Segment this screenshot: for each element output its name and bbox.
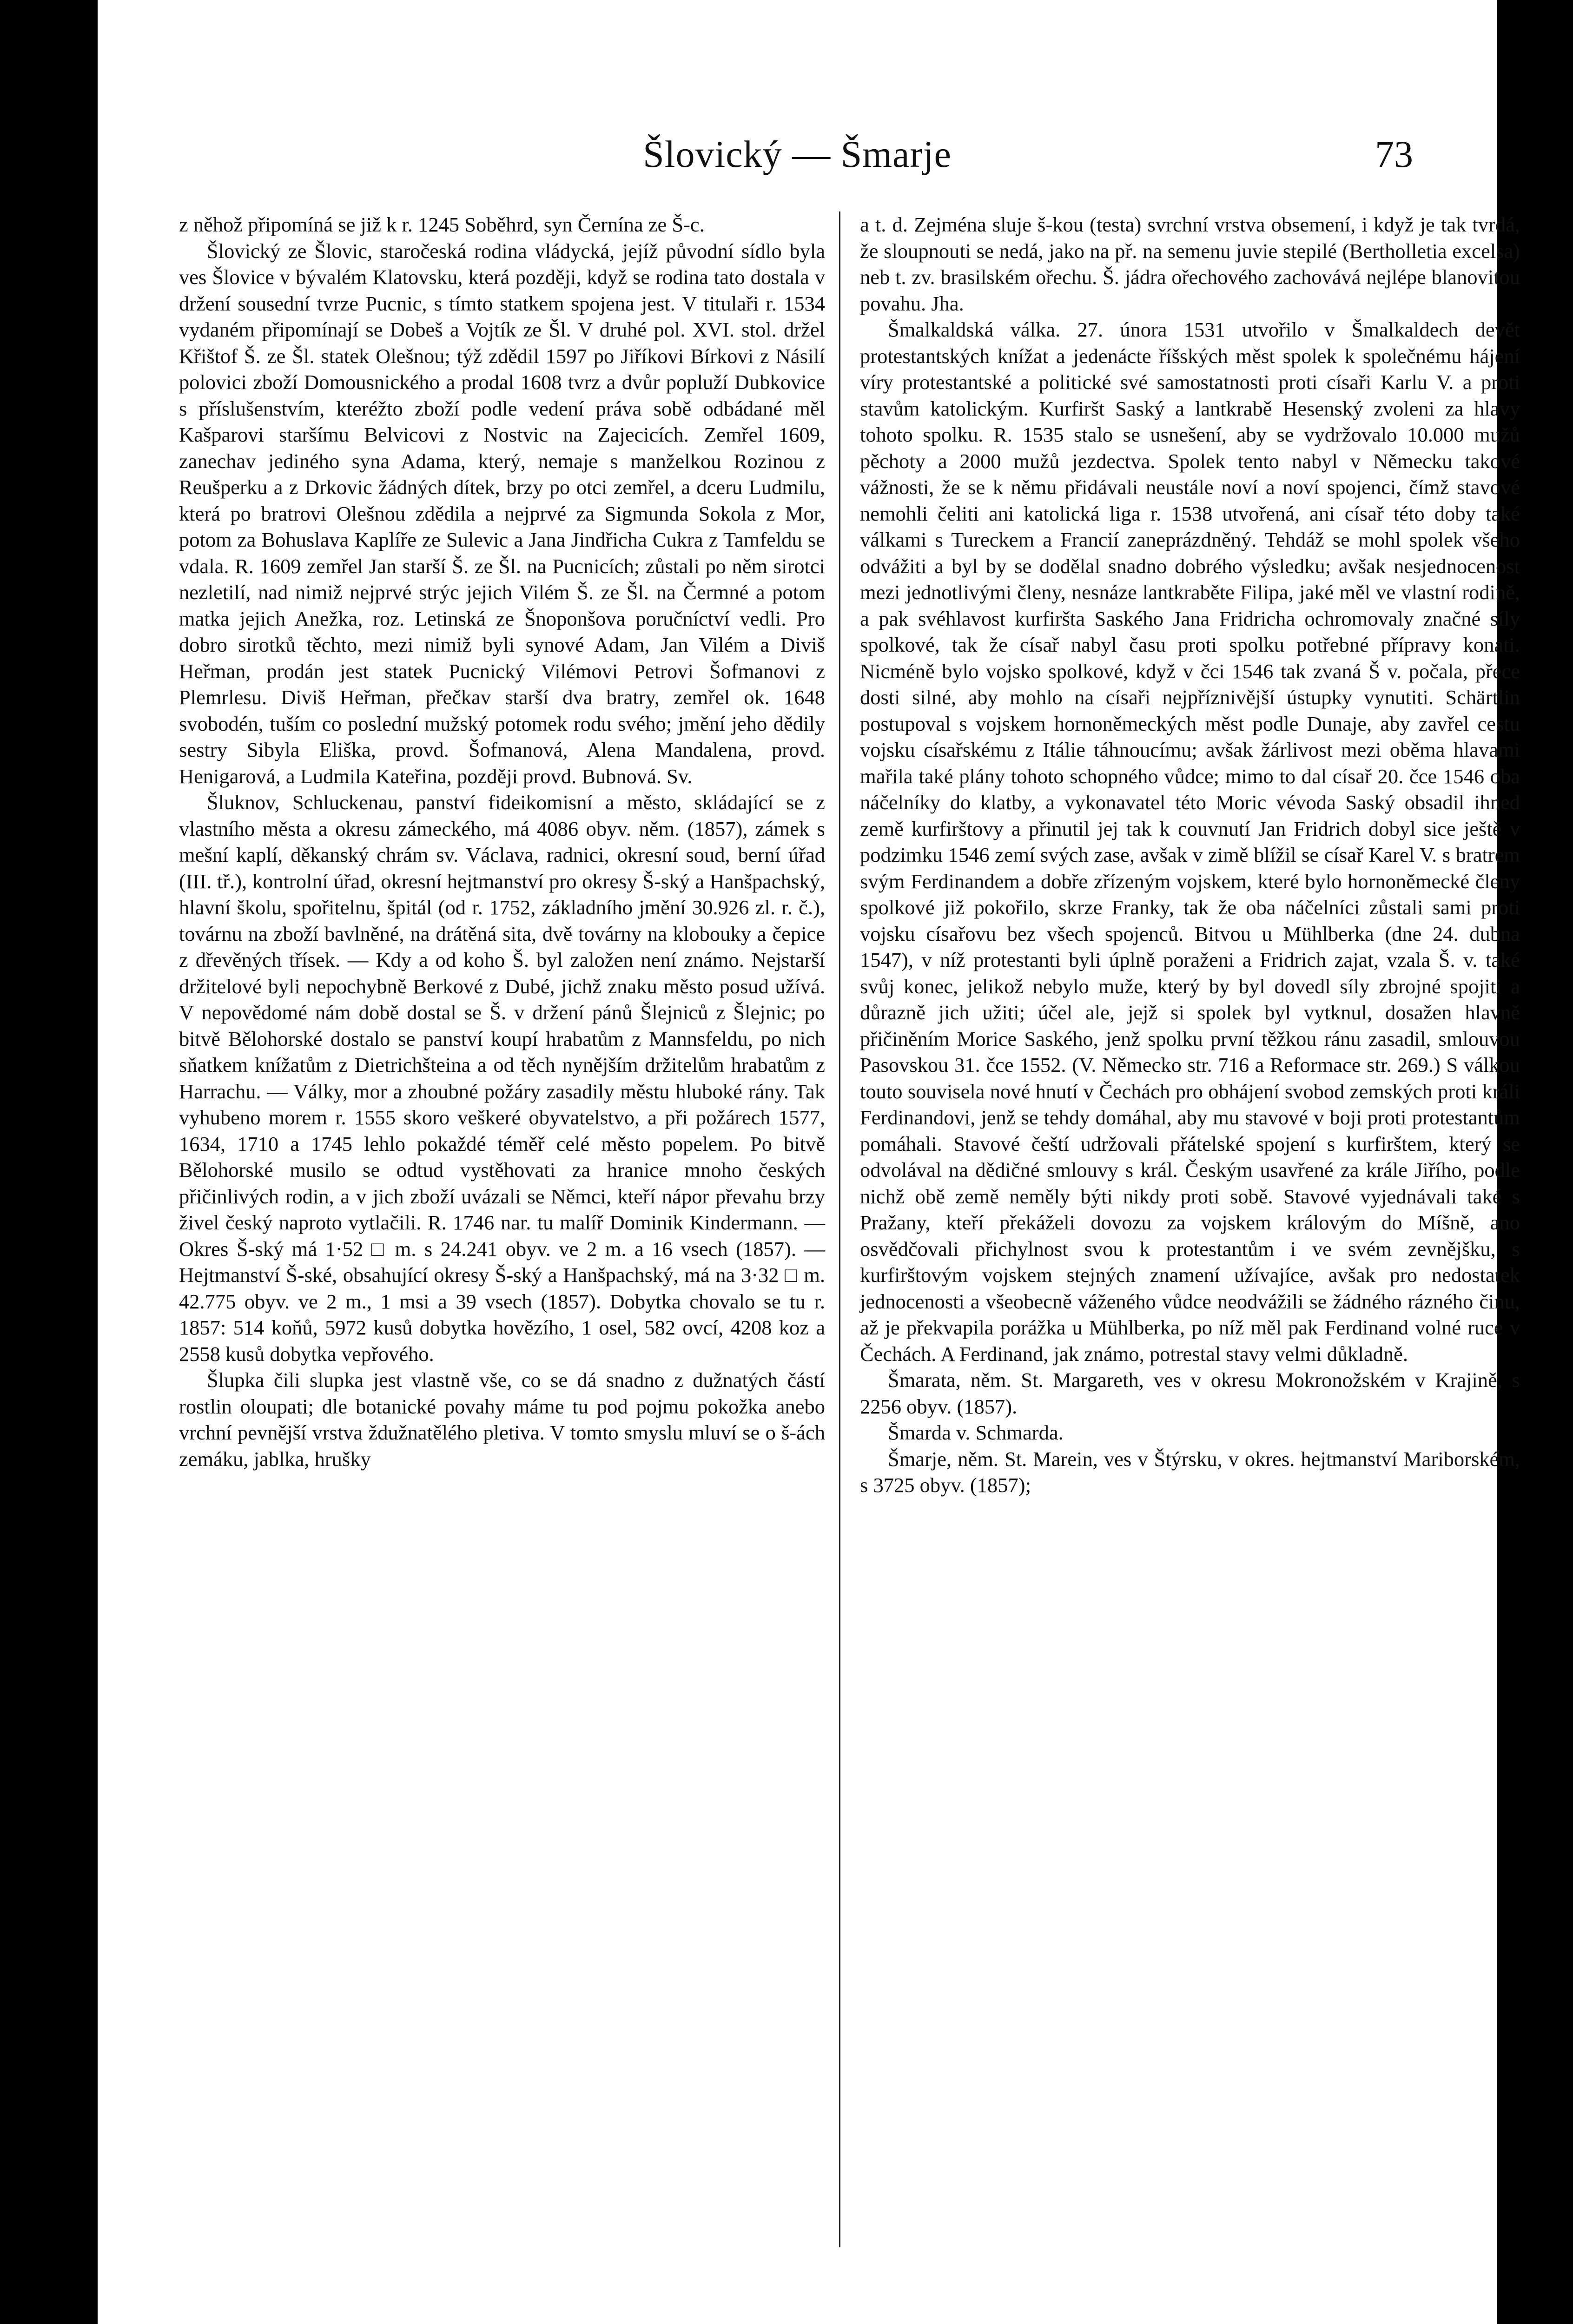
entry-smalkaldska-valka: Šmalkaldská válka. 27. února 1531 utvořilo v Šmalkaldech devět protestantských knížat a jedenácte říšských měst spolek k společnému hájení víry protestantské a politické své samostatnosti proti císaři Karlu V. a proti stavům katolickým. Kurfiršt Saský a lantkrabě Hesenský zvoleni za hlavy tohoto spolku. R. 1535 stalo se usnešení, aby se vydržovalo 10.000 mužů pěchoty a 2000 mužů jezdectva. Spolek tento nabyl v Německu takové vážnosti, že se k němu přidávali neustále noví a noví spojenci, čímž stavové nemohli čeliti ani katolická liga r. 1538 utvořená, ani císař této doby také válkami s Tureckem a Francií zaneprázdněný. Tehdáž se mohl spolek všeho odvážiti a byl by se dodělal snadno dobrého výsledku; avšak nesjednocenost mezi jednotlivými členy, nesnáze lantkraběte Filipa, jaké měl ve vlastní rodině, a pak svéhlavost kurfiršta Saského Jana Fridricha ochromovaly značné síly spolkové, tak že císař nabyl času proti spolku potřebné přípravy konati. Nicméně bylo vojsko spolkové, když v čci 1546 tak zvaná Š v. počala, přece dosti silné, aby mohlo na císaři nejpříznivější ústupky vynutiti. Schärtlin postupoval s vojskem hornoněmeckých měst podle Dunaje, aby zavřel cestu vojsku císařskému z Itálie táhnoucímu; avšak žárlivost mezi oběma hlavami mařila také plány tohoto schopného vůdce; mimo to dal císař 20. čce 1546 oba náčelníky do klatby, a vykonavatel této Moric vévoda Saský obsadil ihned země kurfirštovy a přinutil jej tak k couvnutí Jan Fridrich dobyl sice ještě v podzimku 1546 zemí svých zase, avšak v zimě blížil se císař Karel V. s bratrem svým Ferdinandem a dobře zřízeným vojskem, které bylo hornoněmecké členy spolkové již pokořilo, skrze Franky, tak že oba náčelníci zůstali sami proti vojsku císařovu bez všech spojenců. Bitvou u Mühlberka (dne 24. dubna 1547), v níž protestanti byli úplně poraženi a Fridrich zajat, vzala Š. v. také svůj konec, jelikož nebylo muže, který by byl dovedl síly zbrojné spojiti a důrazně jich užiti; účel ale, jejž si spolek byl vytknul, dosažen hlavně přičiněním Morice Saského, jenž spolku první těžkou ránu zasadil, smlouvou Pasovskou 31. čce 1552. (V. Německo str. 716 a Reformace str. 269.) S válkou touto souvisela nové hnutí v Čechách pro obhájení svobod zemských proti králi Ferdinandovi, jenž se tehdy domáhal, aby mu stavové v boji proti protestantům pomáhali. Stavové čeští udržovali přátelské spojení s kurfirštem, který se odvolával na dědičné smlouvy s král. Českým usavřené za krále Jiřího, podle nichž obě země neměly býti nikdy proti sobě. Stavové vyjednávali také s Pražany, kteří překáželi dovozu za vojskem královým do Míšně, ano osvědčovali přichylnost svou k protestantům i ve svém zevnějšku, s kurfirštovým vojskem stejných znamení užívajíce, avšak pro nedostatek jednocenosti a všeobecně váženého vůdce neodvážili se žádného rázného činu, až je překvapila porážka u Mühlberka, po níž měl pak Ferdinand volné ruce v Čechách. A Ferdinand, jak známo, potrestal stavy velmi důkladně. (860, 318, 1520, 1366)
entry-slupka: Šlupka čili slupka jest vlastně vše, co se dá snadno z dužnatých částí rostlin oloupati; dle botanické povahy máme tu pod pojmu pokožka anebo vrchní pevnější vrstva ždužnatělého pletiva. V tomto smyslu mluví se o š-ách zemáku, jablka, hrušky (179, 1368, 825, 1471)
entry-smarje: Šmarje, něm. St. Marein, ves v Štýrsku, v okres. hejtmanství Mariborském, s 3725 obyv. (1857); (860, 1447, 1520, 1497)
book-page (98, 0, 1520, 2324)
running-title: Šlovický — Šmarje (643, 133, 952, 175)
column-divider (839, 211, 840, 2247)
entry-slovicky: Šlovický ze Šlovic, staročeská rodina vládycká, jejíž původní sídlo byla ves Šlovice v bývalém Klatovsku, která později, když se rodina tato dostala v držení sousední tvrze Pucnic, s tímto statkem spojena jest. V titulaři r. 1534 vydaném připomínají se Dobeš a Vojtík ze Šl. V druhé pol. XVI. stol. držel Křištof Š. ze Šl. statek Olešnou; týž zdědil 1597 po Jiříkovi Bírkovi z Násilí polovici zboží Domousnického a prodal 1608 tvrz a dvůr popluží Dubkovice s příslušenstvím, kteréžto zboží podle vedení práva sobě odbádané měl Kašparovi staršímu Belvicovi z Nostvic na Zajecicích. Zemřel 1609, zanechav jediného syna Adama, který, nemaje s manželkou Rozinou z Reušperku a z Drkovic žádných dítek, brzy po otci zemřel, a dceru Ludmilu, která po bratrovi Olešnou zdědila a nejprvé za Sigmunda Sokola z Mor, potom za Bohuslava Kaplíře ze Sulevic a Jana Jindřicha Cukra z Tamfeldu se vdala. R. 1609 zemřel Jan starší Š. ze Šl. na Pucnicích; zůstali po něm sirotci nezletilí, nad nimiž nejprvé strýc jejich Vilém Š. ze Šl. na Čermné a potom matka jejich Anežka, roz. Letinská ze Šnoponšova poručníctví vedli. Pro dobro sirotků těchto, mezi nimiž byli synové Adam, Jan Vilém a Diviš Heřman, prodán jest statek Pucnický Vilémovi Petrovi Šofmanovi z Plemrlesu. Diviš Heřman, přečkav starší dva bratry, zemřel ok. 1648 svobodén, tuším co poslední mužský potomek rodu svého; jmění jeho dědily sestry Sibyla Eliška, provd. Šofmanová, Alena Mandalena, provd. Henigarová, a Ludmila Kateřina, později provd. Bubnová. Sv. (179, 239, 825, 788)
entry-continuation: z něhož připomíná se již k r. 1245 Soběhrd, syn Černína ze Š-c. (179, 213, 705, 236)
entry-slupka-continued: a t. d. Zejména sluje š-kou (testa) svrchní vrstva obsemení, i když je tak tvrdá, že sloupnouti se nedá, jako na př. na semenu juvie stepilé (Bertholletia excelsa) neb t. zv. brasilském ořechu. Š. jádra ořechového zachovává nejlépe blanovitou povahu. Jha. (860, 213, 1520, 315)
page-number: 73 (1375, 133, 1413, 175)
entry-smarata: Šmarata, něm. St. Margareth, ves v okresu Mokronožském v Krajině, s 2256 obyv. (1857). (860, 1368, 1520, 1418)
left-column (179, 211, 825, 1472)
entry-sluknov: Šluknov, Schluckenau, panství fideikomisní a město, skládající se z vlastního města a okresu zámeckého, má 4086 obyv. něm. (1857), zámek s mešní kaplí, děkanský chrám sv. Václava, radnici, okresní soud, berní úřad (III. tř.), kontrolní úřad, okresní hejtmanství pro okresy Š-ský a Hanšpachský, hlavní školu, spořitelnu, špitál (od r. 1752, základního jmění 30.926 zl. r. č.), továrnu na zboží bavlněné, na drátěná sita, dvě továrny na klobouky a čepice z dřevěných třísek. — Kdy a od koho Š. byl založen není známo. Nejstarší držitelové byli nepochybně Berkové z Dubé, jichž znaku město posud užívá. V nepovědomé nám době dostal se Š. v držení pánů Šlejniců z Šlejnic; po bitvě Bělohorské dostalo se panství koupí hrabatům z Mannsfeldu, po nich sňatkem knížatům z Dietrichšteina a od těch nynějším držitelům hrabatům z Harrachu. — Války, mor a zhoubné požáry zasadily městu hluboké rány. Tak vyhubeno morem r. 1555 skoro veškeré obyvatelstvo, a při požárech 1577, 1634, 1710 a 1745 lehlo pokaždé téměř celé město popelem. Po bitvě Bělohorské musilo se odtud vystěhovati za hranice mnoho českých přičinlivých rodin, a v jich zboží uvázali se Němci, kteří nápor převahu brzy živel český naproto vytlačili. R. 1746 nar. tu malíř Dominik Kindermann. — Okres Š-ský má 1·52 □ m. s 24.241 obyv. ve 2 m. a 16 vsech (1857). — Hejtmanství Š-ské, obsahující okresy Š-ský a Hanšpachský, má na 3·32 □ m. 42.775 obyv. ve 2 m., 1 msi a 39 vsech (1857). Dobytka chovalo se tu r. 1857: 514 koňů, 5972 kusů dobytka hovězího, 1 osel, 582 ovcí, 4208 koz a 2558 kusů dobytka vepřového. (179, 791, 825, 1366)
right-column (860, 211, 1520, 1499)
entry-smarda: Šmarda v. Schmarda. (888, 1421, 1064, 1444)
